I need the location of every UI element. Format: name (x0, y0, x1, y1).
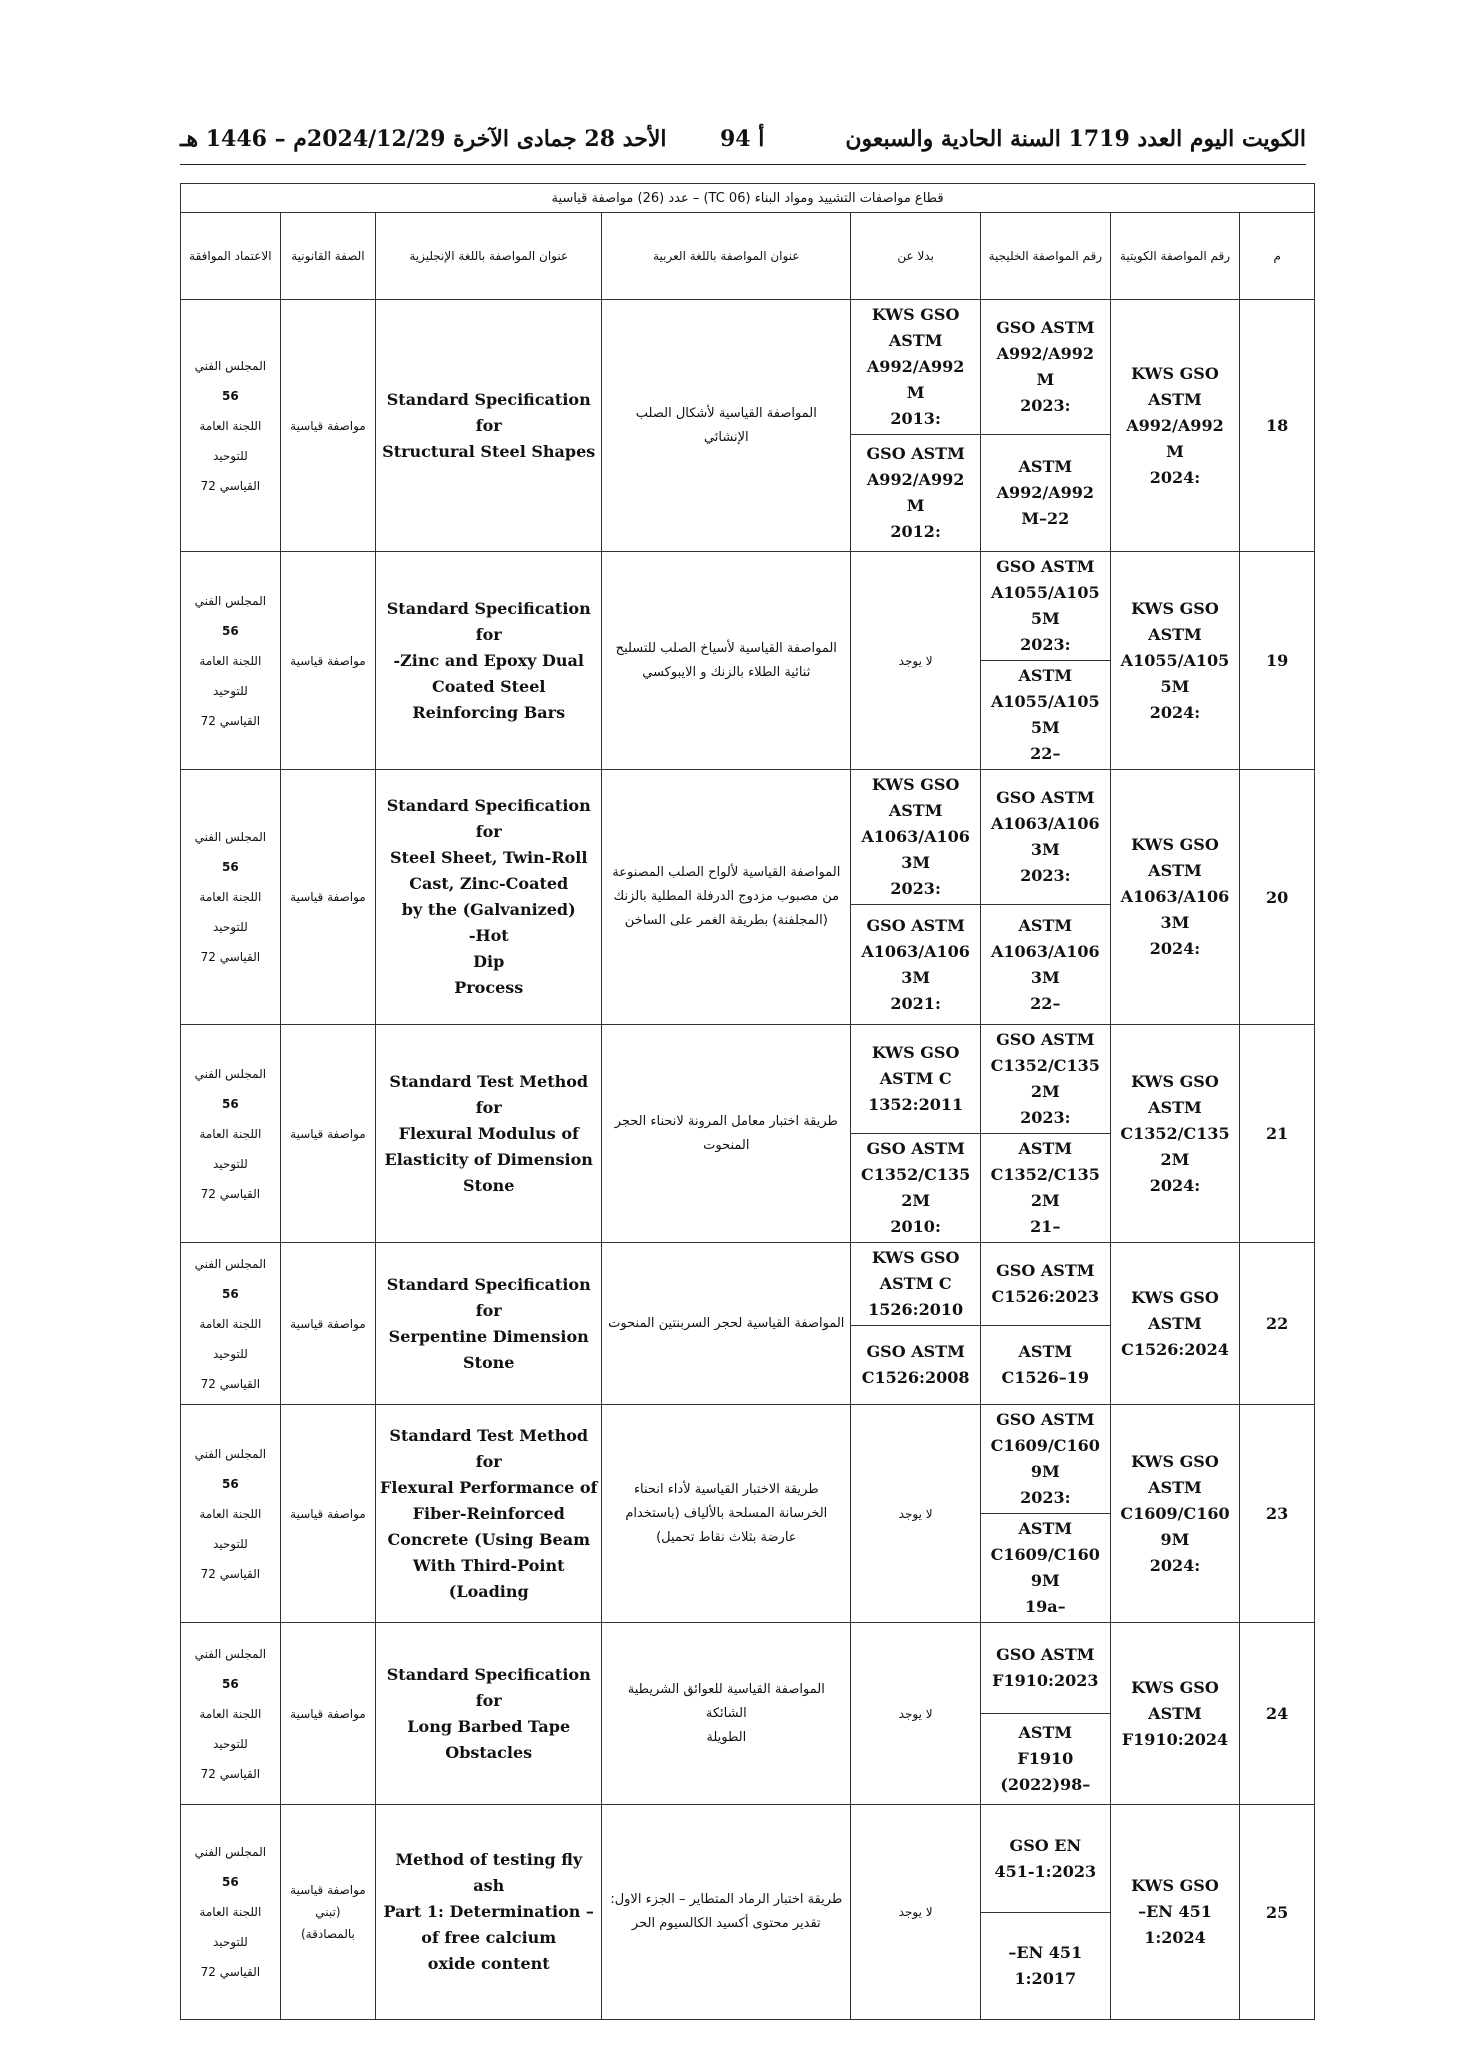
arabic-title: المواصفة القياسية لأسياخ الصلب للتسليح ثنائية الطلاء بالزنك و الايبوكسي (602, 552, 851, 770)
approval-council-number: 56 (222, 388, 239, 403)
english-title: Standard Specification for Serpentine Dimension Stone (376, 1243, 602, 1405)
replaces-value: لا يوجد (851, 1805, 981, 2020)
kws-standard-number: KWS GSO EN 451– 1:2024 (1110, 1805, 1240, 2020)
approval-council: المجلس الفني (194, 1446, 267, 1461)
approval (181, 1405, 281, 1623)
approval (181, 1623, 281, 1805)
kws-standard-number: KWS GSO ASTM A1063/A106 3M :2024 (1110, 770, 1240, 1025)
row-number: 24 (1240, 1623, 1315, 1805)
replaces-gso: GSO ASTM A1063/A106 3M :2021 (851, 905, 981, 1025)
gso-standard-reference: EN 451– 1:2017 (980, 1913, 1110, 2020)
replaces-gso: GSO ASTM C1526:2008 (851, 1326, 981, 1405)
kws-standard-number: KWS GSO ASTM A1055/A105 5M :2024 (1110, 552, 1240, 770)
gso-standard-reference: ASTM C1609/C160 9M –19a (980, 1514, 1110, 1623)
replaces-gso: GSO ASTM A992/A992 M :2012 (851, 435, 981, 552)
arabic-title: المواصفة القياسية للعوائق الشريطية الشائكة الطويلة (602, 1623, 851, 1805)
gso-standard-number: GSO ASTM A992/A992 M :2023 (980, 300, 1110, 435)
approval-council-number: 56 (222, 1676, 239, 1691)
table-row (181, 1805, 1315, 1913)
approval-committee: اللجنة العامة للتوحيد القياسي 72 (199, 1506, 262, 1581)
approval (181, 1805, 281, 2020)
row-number: 21 (1240, 1025, 1315, 1243)
gso-standard-number: GSO ASTM C1526:2023 (980, 1243, 1110, 1326)
col-legal: الصفة القانونية (280, 213, 375, 300)
gazette-issue-info: الكويت اليوم العدد 1719 السنة الحادية والسبعون (845, 126, 1306, 152)
gso-standard-number: GSO ASTM F1910:2023 (980, 1623, 1110, 1714)
approval-council: المجلس الفني (194, 1646, 267, 1661)
replaces-value: لا يوجد (851, 552, 981, 770)
approval-council: المجلس الفني (194, 1066, 267, 1081)
gazette-date (180, 126, 666, 152)
table-row (181, 300, 1315, 435)
kws-standard-number: KWS GSO ASTM C1526:2024 (1110, 1243, 1240, 1405)
english-title: Method of testing fly ash – Part 1: Determination of free calcium oxide content (376, 1805, 602, 2020)
table-row (181, 770, 1315, 905)
approval-council: المجلس الفني (194, 593, 267, 608)
english-title: Standard Test Method for Flexural Performance of Fiber-Reinforced Concrete (Using Beam With Third-Point Loading) (376, 1405, 602, 1623)
page-number: أ 94 (720, 126, 765, 152)
row-number: 22 (1240, 1243, 1315, 1405)
legal-status: مواصفة قياسية (تبني بالمصادقة) (280, 1805, 375, 2020)
arabic-title: المواصفة القياسية لأشكال الصلب الإنشائي (602, 300, 851, 552)
replaces-kws: KWS GSO ASTM A1063/A106 3M :2023 (851, 770, 981, 905)
approval-committee: اللجنة العامة للتوحيد القياسي 72 (199, 418, 262, 493)
gazette-gregorian-date: 2024/12/29م – 1446 هـ (180, 126, 446, 152)
gso-standard-reference: ASTM A1063/A106 3M –22 (980, 905, 1110, 1025)
replaces-value: لا يوجد (851, 1405, 981, 1623)
approval-committee: اللجنة العامة للتوحيد القياسي 72 (199, 1126, 262, 1201)
kws-standard-number: KWS GSO ASTM C1352/C135 2M :2024 (1110, 1025, 1240, 1243)
gso-standard-number: GSO EN 451-1:2023 (980, 1805, 1110, 1913)
replaces-kws: KWS GSO ASTM A992/A992 M :2013 (851, 300, 981, 435)
gso-standard-number: GSO ASTM C1352/C135 2M :2023 (980, 1025, 1110, 1134)
table-row (181, 1623, 1315, 1714)
page-header (180, 120, 1306, 165)
english-title: Standard Specification for Structural Steel Shapes (376, 300, 602, 552)
replaces-gso: GSO ASTM C1352/C135 2M :2010 (851, 1134, 981, 1243)
column-header-row (181, 213, 1315, 300)
gso-standard-number: GSO ASTM C1609/C160 9M :2023 (980, 1405, 1110, 1514)
legal-status: مواصفة قياسية (280, 552, 375, 770)
approval-committee: اللجنة العامة للتوحيد القياسي 72 (199, 1905, 262, 1979)
approval-council-number: 56 (222, 1875, 239, 1889)
approval-council-number: 56 (222, 623, 239, 638)
english-title: Standard Specification for Zinc and Epoxy Dual- Coated Steel Reinforcing Bars (376, 552, 602, 770)
english-title: Standard Test Method for Flexural Modulus of Elasticity of Dimension Stone (376, 1025, 602, 1243)
arabic-title: المواصفة القياسية لحجر السربنتين المنحوت (602, 1243, 851, 1405)
gso-standard-reference: ASTM C1352/C135 2M –21 (980, 1134, 1110, 1243)
col-num: م (1240, 213, 1315, 300)
legal-status: مواصفة قياسية (280, 770, 375, 1025)
replaces-kws: KWS GSO ASTM C 1352:2011 (851, 1025, 981, 1134)
sector-title: قطاع مواصفات التشييد ومواد البناء (TC 06) – عدد (26) مواصفة قياسية (181, 184, 1315, 213)
approval (181, 300, 281, 552)
approval-council-number: 56 (222, 860, 239, 874)
gso-standard-reference: ASTM A1055/A105 5M –22 (980, 661, 1110, 770)
table-row (181, 1405, 1315, 1514)
col-title-ar: عنوان المواصفة باللغة العربية (602, 213, 851, 300)
approval-committee: اللجنة العامة للتوحيد القياسي 72 (199, 890, 262, 964)
kws-standard-number: KWS GSO ASTM A992/A992 M :2024 (1110, 300, 1240, 552)
gso-standard-reference: ASTM F1910 –98(2022) (980, 1714, 1110, 1805)
gazette-hijri-day: الأحد 28 جمادى الآخرة (453, 126, 667, 152)
gso-standard-number: GSO ASTM A1063/A106 3M :2023 (980, 770, 1110, 905)
legal-status: مواصفة قياسية (280, 1405, 375, 1623)
arabic-title: طريقة اختبار الرماد المتطاير – الجزء الاول: تقدير محتوى أكسيد الكالسيوم الحر (602, 1805, 851, 2020)
approval (181, 1243, 281, 1405)
gso-standard-number: GSO ASTM A1055/A105 5M :2023 (980, 552, 1110, 661)
arabic-title: المواصفة القياسية لألواح الصلب المصنوعة من مصبوب مزدوج الدرفلة المطلية بالزنك (المجلفنة) بطريقة الغمر على الساخن (602, 770, 851, 1025)
english-title: Standard Specification for Long Barbed Tape Obstacles (376, 1623, 602, 1805)
kws-standard-number: KWS GSO ASTM C1609/C160 9M :2024 (1110, 1405, 1240, 1623)
english-title: Standard Specification for Steel Sheet, Twin-Roll Cast, Zinc-Coated (Galvanized) by the Hot- Dip Process (376, 770, 602, 1025)
approval-council-number: 56 (222, 1476, 239, 1491)
approval (181, 1025, 281, 1243)
row-number: 20 (1240, 770, 1315, 1025)
approval-council-number: 56 (222, 1096, 239, 1111)
approval-council: المجلس الفني (194, 1256, 267, 1271)
col-replaces: بدلا عن (851, 213, 981, 300)
row-number: 23 (1240, 1405, 1315, 1623)
standards-table (180, 183, 1315, 2020)
table-row (181, 1243, 1315, 1326)
approval-committee: اللجنة العامة للتوحيد القياسي 72 (199, 1706, 262, 1781)
col-title-en: عنوان المواصفة باللغة الإنجليزية (376, 213, 602, 300)
gso-standard-reference: ASTM A992/A992 M–22 (980, 435, 1110, 552)
replaces-value: لا يوجد (851, 1623, 981, 1805)
legal-status: مواصفة قياسية (280, 1623, 375, 1805)
col-approval: الاعتماد الموافقة (181, 213, 281, 300)
row-number: 25 (1240, 1805, 1315, 2020)
approval (181, 770, 281, 1025)
sector-row (181, 184, 1315, 213)
table-row (181, 1025, 1315, 1134)
approval-council: المجلس الفني (194, 830, 267, 844)
row-number: 18 (1240, 300, 1315, 552)
approval-council: المجلس الفني (194, 358, 267, 373)
legal-status: مواصفة قياسية (280, 1025, 375, 1243)
approval-committee: اللجنة العامة للتوحيد القياسي 72 (199, 1316, 262, 1391)
kws-standard-number: KWS GSO ASTM F1910:2024 (1110, 1623, 1240, 1805)
approval-committee: اللجنة العامة للتوحيد القياسي 72 (199, 653, 262, 728)
approval-council: المجلس الفني (194, 1845, 267, 1859)
col-gso: رقم المواصفة الخليجية (980, 213, 1110, 300)
approval-council-number: 56 (222, 1286, 239, 1301)
table-row (181, 552, 1315, 661)
arabic-title: طريقة الاختبار القياسية لأداء انحناء الخرسانة المسلحة بالألياف (باستخدام عارضة بثلاث نقاط تحميل) (602, 1405, 851, 1623)
row-number: 19 (1240, 552, 1315, 770)
gso-standard-reference: ASTM C1526–19 (980, 1326, 1110, 1405)
replaces-kws: KWS GSO ASTM C 1526:2010 (851, 1243, 981, 1326)
approval (181, 552, 281, 770)
legal-status: مواصفة قياسية (280, 300, 375, 552)
col-kws: رقم المواصفة الكويتية (1110, 213, 1240, 300)
legal-status: مواصفة قياسية (280, 1243, 375, 1405)
arabic-title: طريقة اختبار معامل المرونة لانحناء الحجر المنحوت (602, 1025, 851, 1243)
